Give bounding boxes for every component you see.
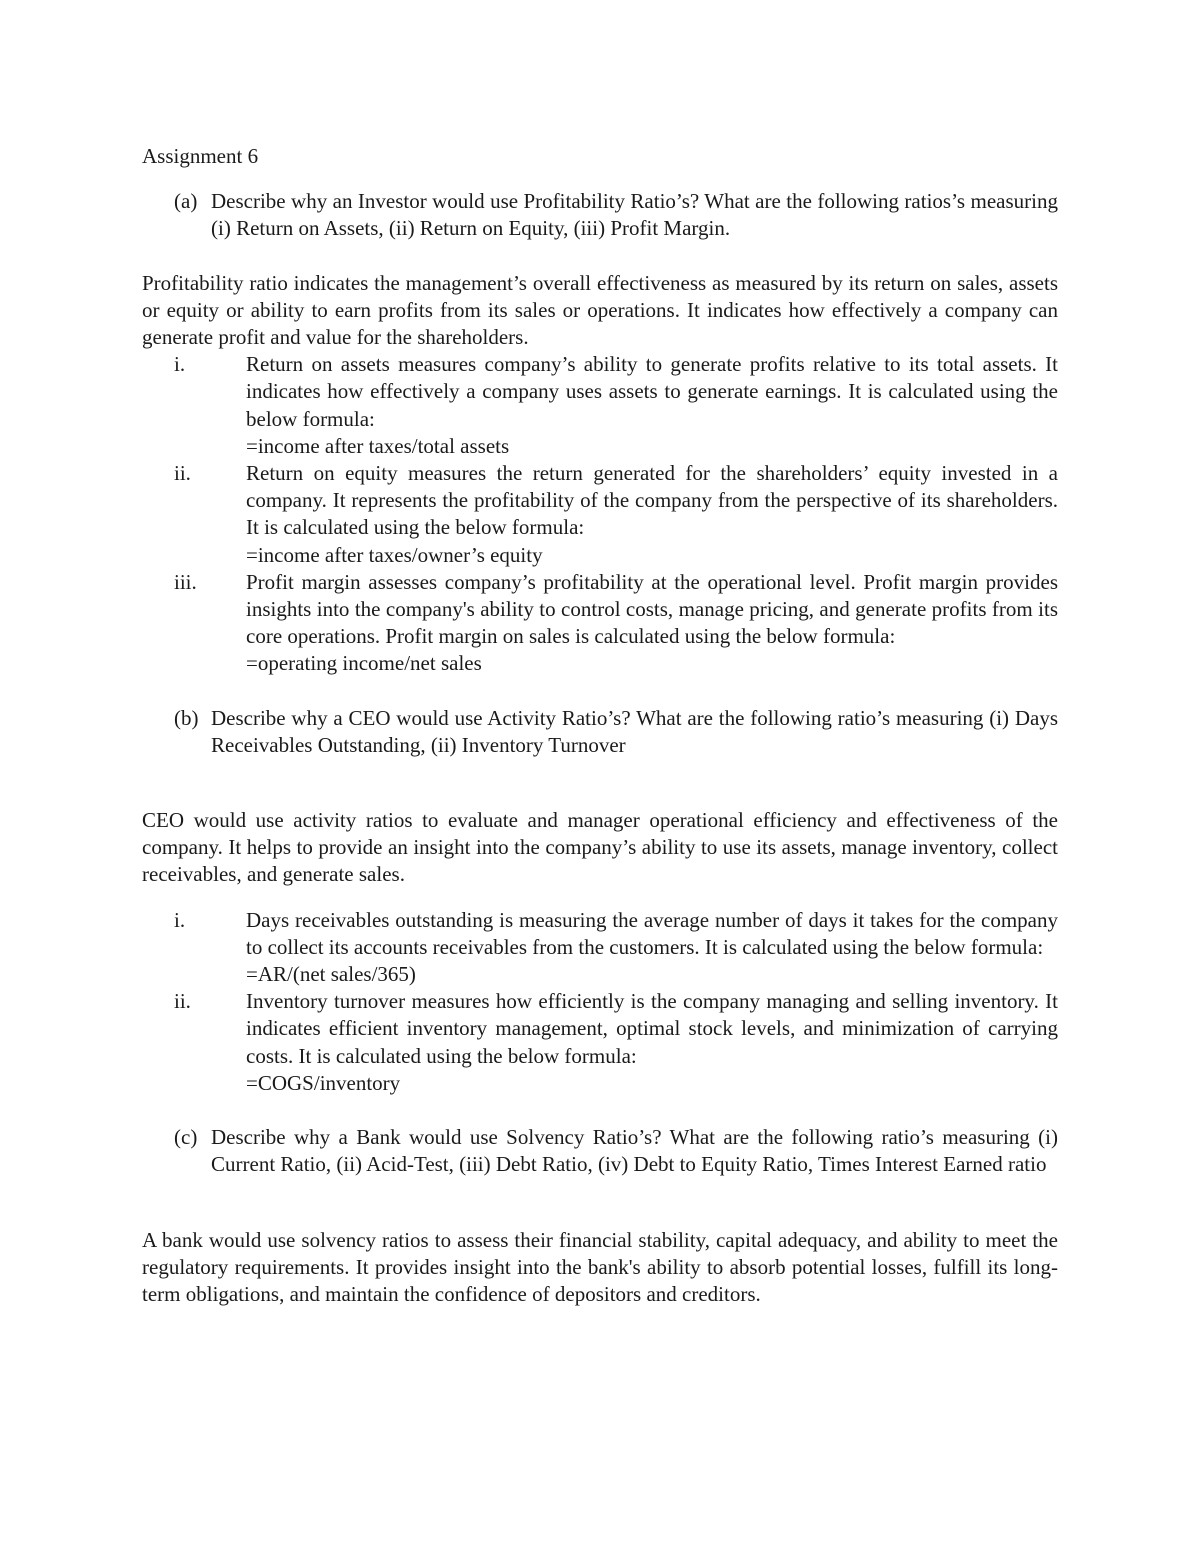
question-a-text: Describe why an Investor would use Profitability Ratio’s? What are the following ratios’s measuring (i) Return on Assets, (ii) Return on Equity, (iii) Profit Margin. bbox=[211, 189, 1058, 241]
question-c-label: (c) bbox=[174, 1125, 198, 1150]
answer-a-item-1 bbox=[142, 351, 1058, 460]
answer-a-item-2 bbox=[142, 460, 1058, 569]
question-a-label: (a) bbox=[174, 189, 198, 214]
item-number: iii. bbox=[174, 569, 197, 594]
item-formula: =operating income/net sales bbox=[246, 651, 482, 676]
answer-a-paragraph: Profitability ratio indicates the management’s overall effectiveness as measured by its return on sales, assets or equity or ability to earn profits from its sales or operations. It indicates how effectively a company can generate profit and value for the shareholders. bbox=[142, 270, 1058, 350]
document-content bbox=[142, 143, 1058, 1308]
question-b-text: Describe why a CEO would use Activity Ratio’s? What are the following ratio’s measuring (i) Days Receivables Outstanding, (ii) Inventory Turnover bbox=[211, 705, 1058, 757]
item-number: i. bbox=[174, 352, 186, 377]
item-text: Return on equity measures the return generated for the shareholders’ equity invested in a company. It represents the profitability of the company from the perspective of its shareholders. It is calculated using the below formula: bbox=[246, 461, 1058, 540]
question-b bbox=[142, 705, 1058, 759]
question-b-label: (b) bbox=[174, 705, 199, 730]
item-number: ii. bbox=[174, 989, 191, 1014]
question-c bbox=[142, 1124, 1058, 1178]
answer-c-paragraph: A bank would use solvency ratios to assess their financial stability, capital adequacy, and ability to meet the regulatory requirements. It provides insight into the bank's ability to absorb potential losses, fulfill its long-term obligations, and maintain the confidence of depositors and creditors. bbox=[142, 1227, 1058, 1306]
item-formula: =COGS/inventory bbox=[246, 1070, 401, 1095]
item-text: Return on assets measures company’s ability to generate profits relative to its total assets. It indicates how effectively a company uses assets to generate earnings. It is calculated using the below formula: bbox=[246, 352, 1058, 431]
item-number: i. bbox=[174, 907, 186, 932]
item-text: Days receivables outstanding is measuring the average number of days it takes for the company to collect its accounts receivables from the customers. It is calculated using the below formula: bbox=[246, 907, 1058, 959]
question-c-text: Describe why a Bank would use Solvency Ratio’s? What are the following ratio’s measuring (i) Current Ratio, (ii) Acid-Test, (iii) Debt Ratio, (iv) Debt to Equity Ratio, Times Interest Earned ratio bbox=[211, 1125, 1058, 1177]
answer-a-item-3 bbox=[142, 569, 1058, 678]
item-text: Profit margin assesses company’s profitability at the operational level. Profit margin provides insights into the company's ability to control costs, manage pricing, and generate profits from its core operations. Profit margin on sales is calculated using the below formula: bbox=[246, 569, 1058, 649]
item-formula: =AR/(net sales/365) bbox=[246, 962, 416, 987]
item-text: Inventory turnover measures how efficiently is the company managing and selling inventory. It indicates efficient inventory management, optimal stock levels, and minimization of carrying costs. It is calculated using the below formula: bbox=[246, 989, 1058, 1068]
question-a bbox=[142, 188, 1058, 242]
answer-b-paragraph: CEO would use activity ratios to evaluate and manager operational efficiency and effectiveness of the company. It helps to provide an insight into the company’s ability to use its assets, manage inventory, collect receivables, and generate sales. bbox=[142, 808, 1058, 887]
answer-b-item-2 bbox=[142, 988, 1058, 1097]
answer-b-item-1 bbox=[142, 907, 1058, 989]
item-formula: =income after taxes/owner’s equity bbox=[246, 542, 543, 567]
item-formula: =income after taxes/total assets bbox=[246, 433, 510, 458]
document-title: Assignment 6 bbox=[142, 144, 259, 168]
item-number: ii. bbox=[174, 461, 191, 486]
